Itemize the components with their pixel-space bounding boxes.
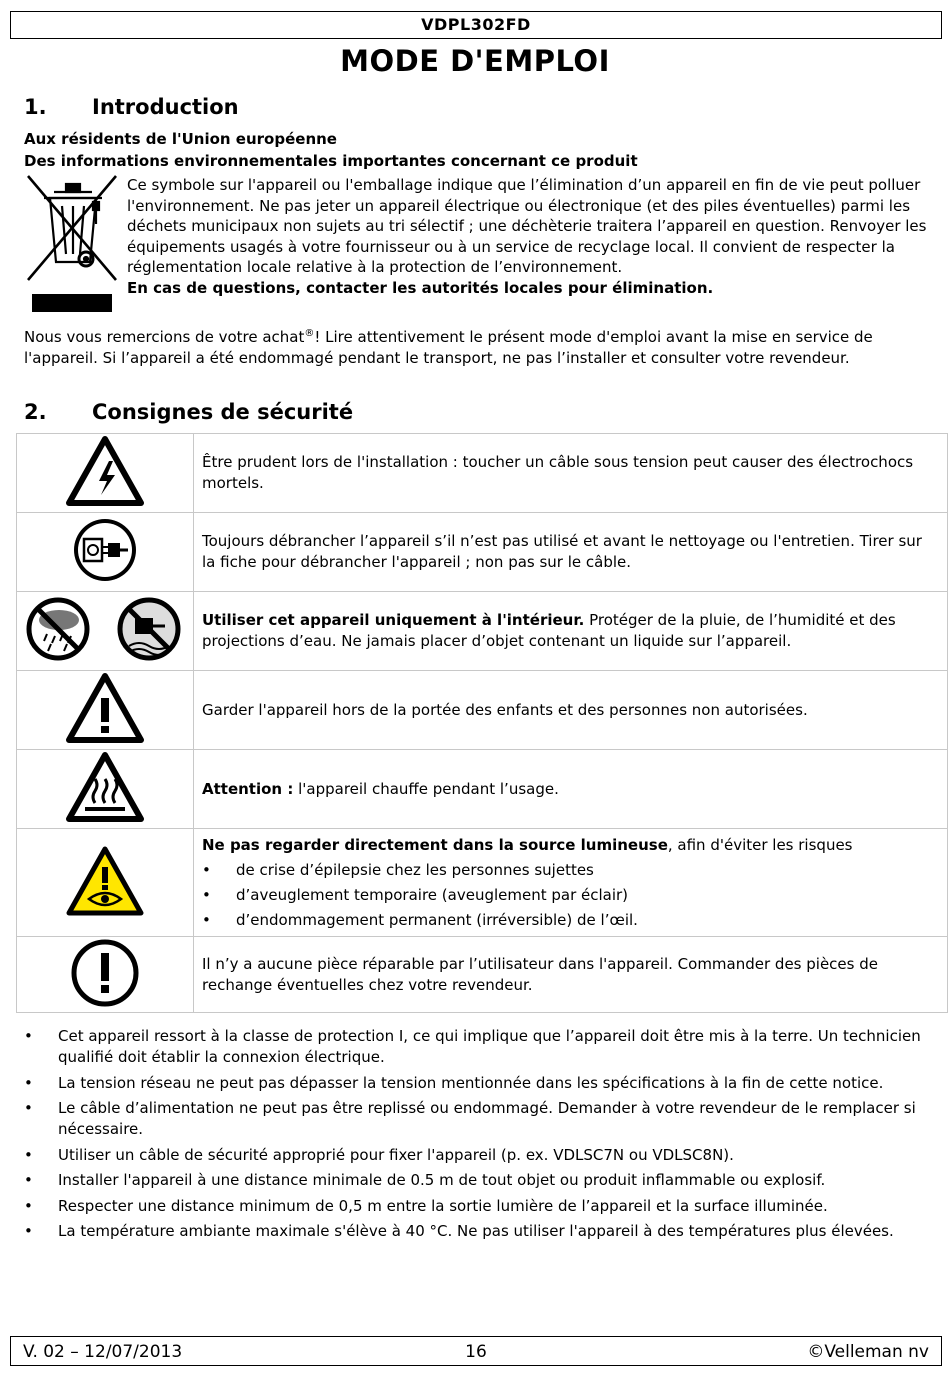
safety-row	[17, 434, 948, 513]
list-item: • Installer l'appareil à une distance minimale de 0.5 m de tout objet ou produit inflammable ou explosif.	[24, 1170, 924, 1191]
section-2-heading	[24, 400, 353, 424]
safety-text-cell	[194, 592, 948, 671]
footer-version: V. 02 – 12/07/2013	[23, 1342, 183, 1362]
safety-row	[17, 829, 948, 937]
safety-text-0: Être prudent lors de l'installation : toucher un câble sous tension peut causer des électrochocs mortels.	[202, 453, 914, 492]
weee-text: Ce symbole sur l'appareil ou l'emballage indique que l’élimination d’un appareil en fin de vie peut polluer l'environnement. Ne pas jeter un appareil électrique ou électronique (et des piles éventuelles) parmi les déchets municipaux non sujets au tri sélectif ; une déchèterie traitera l’appareil en question. Renvoyer les équipements usagés à votre fournisseur ou à un service de recyclage local. Il convient de respecter la réglementation locale relative à la protection de l’environnement.	[127, 176, 927, 276]
safety-text-cell	[194, 671, 948, 750]
mandatory-info-icon	[71, 939, 139, 1007]
section-1-number: 1.	[24, 95, 47, 119]
safety-text-1: Toujours débrancher l’appareil s’il n’est pas utilisé et avant le nettoyage ou l'entretien. Tirer sur la fiche pour débrancher l'appareil ; non pas sur le câble.	[202, 532, 922, 571]
safety-text-cell	[194, 829, 948, 937]
safety-icon-cell	[17, 750, 194, 829]
safety-text-6: Il n’y a aucune pièce réparable par l’utilisateur dans l'appareil. Commander des pièces de rechange éventuelles chez votre revendeur.	[202, 954, 878, 994]
no-rain-icon	[29, 600, 87, 658]
safety-row	[17, 750, 948, 829]
safety-text-3: Garder l'appareil hors de la portée des enfants et des personnes non autorisées.	[202, 700, 808, 719]
list-item: • d’endommagement permanent (irréversible) de l’œil.	[202, 910, 939, 931]
eye-warning-icon	[65, 845, 145, 917]
unplug-icon	[72, 517, 138, 583]
eu-residents-subheading: Aux résidents de l'Union européenne	[24, 130, 337, 148]
safety-bold-5: Ne pas regarder directement dans la source lumineuse	[202, 835, 668, 854]
page-title-text: MODE D'EMPLOI	[340, 44, 610, 78]
safety-text-4: l'appareil chauffe pendant l’usage.	[293, 779, 559, 798]
list-item: • Respecter une distance minimum de 0,5 m entre la sortie lumière de l’appareil et la surface illuminée.	[24, 1196, 924, 1217]
list-item: • La tension réseau ne peut pas dépasser la tension mentionnée dans les spécifications à la fin de cette notice.	[24, 1073, 924, 1094]
safety-text-cell	[194, 513, 948, 592]
list-item: • de crise d’épilepsie chez les personnes sujettes	[202, 860, 939, 881]
footer-copyright: ©Velleman nv	[807, 1342, 929, 1362]
header-model: VDPL302FD	[421, 15, 531, 34]
safety-text-5: , afin d'éviter les risques	[667, 835, 853, 854]
no-water-splash-icon	[118, 598, 180, 660]
safety-text-2: Protéger de la pluie, de l’humidité et des projections d’eau. Ne jamais placer d’objet contenant un liquide sur l’appareil.	[202, 611, 896, 650]
thanks-paragraph	[24, 323, 924, 369]
safety-table	[16, 433, 948, 1013]
safety-bold-2: Utiliser cet appareil uniquement à l'intérieur.	[202, 611, 585, 629]
safety-icon-cell	[17, 671, 194, 750]
list-item: • d’aveuglement temporaire (aveuglement par éclair)	[202, 885, 939, 906]
list-item: • Utiliser un câble de sécurité approprié pour fixer l'appareil (p. ex. VDLSC7N ou VDLSC8N).	[24, 1145, 924, 1166]
safety-text-cell	[194, 937, 948, 1013]
hot-surface-icon	[65, 751, 145, 823]
general-warning-icon	[65, 672, 145, 744]
section-1-heading	[24, 95, 239, 119]
safety-row	[17, 937, 948, 1013]
weee-bin-icon	[24, 174, 120, 323]
safety-row	[17, 671, 948, 750]
list-item: • Cet appareil ressort à la classe de protection I, ce qui implique que l’appareil doit être mis à la terre. Un technicien qualifié doit établir la connexion électrique.	[24, 1026, 924, 1068]
safety-text-cell	[194, 434, 948, 513]
safety-text-cell	[194, 750, 948, 829]
safety-icon-cell	[17, 434, 194, 513]
eye-risk-list	[202, 860, 939, 931]
safety-row	[17, 513, 948, 592]
list-item: • Le câble d’alimentation ne peut pas être replissé ou endommagé. Demander à votre revendeur de le remplacer si nécessaire.	[24, 1098, 924, 1140]
environment-subheading: Des informations environnementales importantes concernant ce produit	[24, 152, 638, 170]
safety-bullet-list	[24, 1026, 924, 1247]
weee-contact-note: En cas de questions, contacter les autorités locales pour élimination.	[127, 278, 714, 297]
section-2-title: Consignes de sécurité	[92, 400, 354, 424]
weee-description	[127, 175, 927, 298]
electric-shock-warning-icon	[65, 435, 145, 507]
list-item: • La température ambiante maximale s'élève à 40 °C. Ne pas utiliser l'appareil à des températures plus élevées.	[24, 1221, 924, 1242]
safety-icon-cell	[17, 937, 194, 1013]
registered-mark: ®	[304, 328, 315, 339]
thanks-text-a: Nous vous remercions de votre achat	[24, 328, 305, 346]
page-title	[0, 44, 950, 78]
thanks-text-b: ! Lire attentivement le présent mode d'emploi avant la mise en service de l'appareil. Si l’appareil a été endommagé pendant le transport, ne pas l’installer et consulter votre revendeur.	[24, 328, 873, 367]
safety-icon-cell	[17, 592, 194, 671]
safety-icon-cell	[17, 829, 194, 937]
safety-row	[17, 592, 948, 671]
section-2-number: 2.	[24, 400, 47, 424]
footer	[10, 1336, 942, 1366]
section-1-title: Introduction	[92, 95, 239, 119]
safety-icon-cell	[17, 513, 194, 592]
safety-bold-4: Attention :	[202, 779, 294, 798]
footer-page-number: 16	[465, 1342, 487, 1362]
